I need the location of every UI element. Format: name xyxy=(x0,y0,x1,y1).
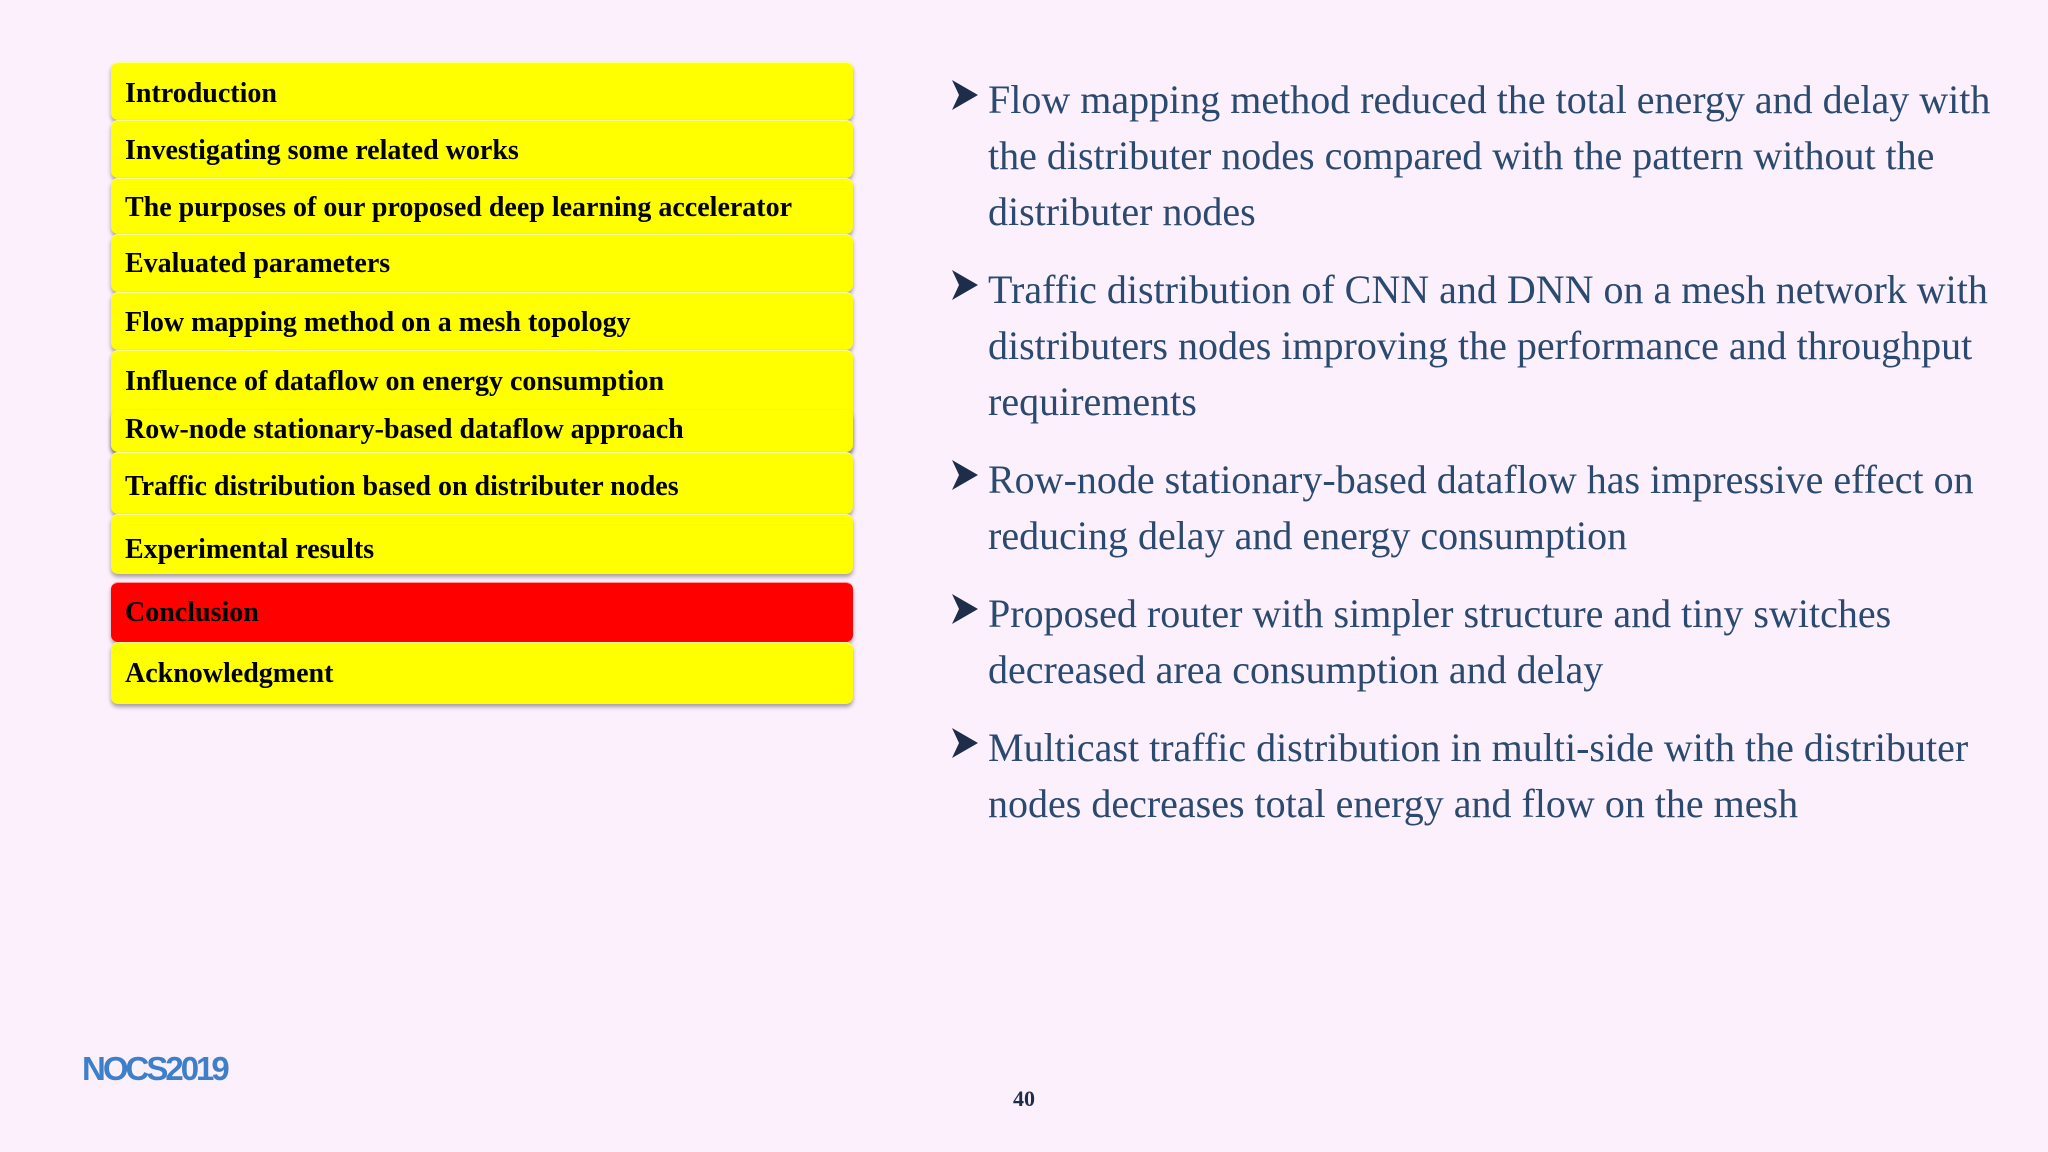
agenda-item-traffic-distribution[interactable] xyxy=(111,452,853,514)
agenda-item-label: Row-node stationary-based dataflow approach xyxy=(125,414,684,445)
agenda-item-label: Introduction xyxy=(125,78,277,109)
bullet-text: Flow mapping method reduced the total energy and delay with the distributer nodes compared with the pattern without the distributer nodes xyxy=(988,77,1991,234)
agenda-item-label: Traffic distribution based on distributer nodes xyxy=(125,471,679,502)
agenda-item-conclusion[interactable] xyxy=(111,582,853,642)
arrow-bullet-icon xyxy=(950,456,980,494)
agenda-item-evaluated-parameters[interactable] xyxy=(111,234,853,292)
agenda-item-label: Acknowledgment xyxy=(125,658,334,689)
agenda-item-introduction[interactable] xyxy=(111,62,853,120)
arrow-bullet-icon xyxy=(950,590,980,628)
agenda-item-row-node-dataflow[interactable] xyxy=(111,410,853,452)
agenda-item-label: Evaluated parameters xyxy=(125,248,391,279)
agenda-item-label: Experimental results xyxy=(125,534,375,565)
agenda-item-experimental-results[interactable] xyxy=(111,514,853,574)
bullet-text: Proposed router with simpler structure and tiny switches decreased area consumption and delay xyxy=(988,591,1892,692)
conference-logo: NOCS2019 xyxy=(82,1050,227,1087)
agenda-item-label: Flow mapping method on a mesh topology xyxy=(125,307,631,338)
arrow-bullet-icon xyxy=(950,76,980,114)
agenda-item-related-works[interactable] xyxy=(111,120,853,178)
agenda-item-purposes[interactable] xyxy=(111,178,853,234)
agenda-item-label: Influence of dataflow on energy consumption xyxy=(125,366,665,397)
bullet-text: Traffic distribution of CNN and DNN on a mesh network with distributers nodes improving the performance and throughput requirements xyxy=(988,267,1988,424)
agenda-item-acknowledgment[interactable] xyxy=(111,642,853,704)
agenda-item-label: The purposes of our proposed deep learning accelerator xyxy=(125,192,793,223)
arrow-bullet-icon xyxy=(950,724,980,762)
agenda-item-flow-mapping[interactable] xyxy=(111,292,853,350)
arrow-bullet-icon xyxy=(950,266,980,304)
agenda-item-label: Investigating some related works xyxy=(125,135,519,166)
agenda-item-label: Conclusion xyxy=(125,597,259,628)
bullet-text: Row-node stationary-based dataflow has impressive effect on reducing delay and energy consumption xyxy=(988,457,1974,558)
bullet-text: Multicast traffic distribution in multi-side with the distributer nodes decreases total energy and flow on the mesh xyxy=(988,725,1969,826)
page-number: 40 xyxy=(1013,1086,1035,1111)
